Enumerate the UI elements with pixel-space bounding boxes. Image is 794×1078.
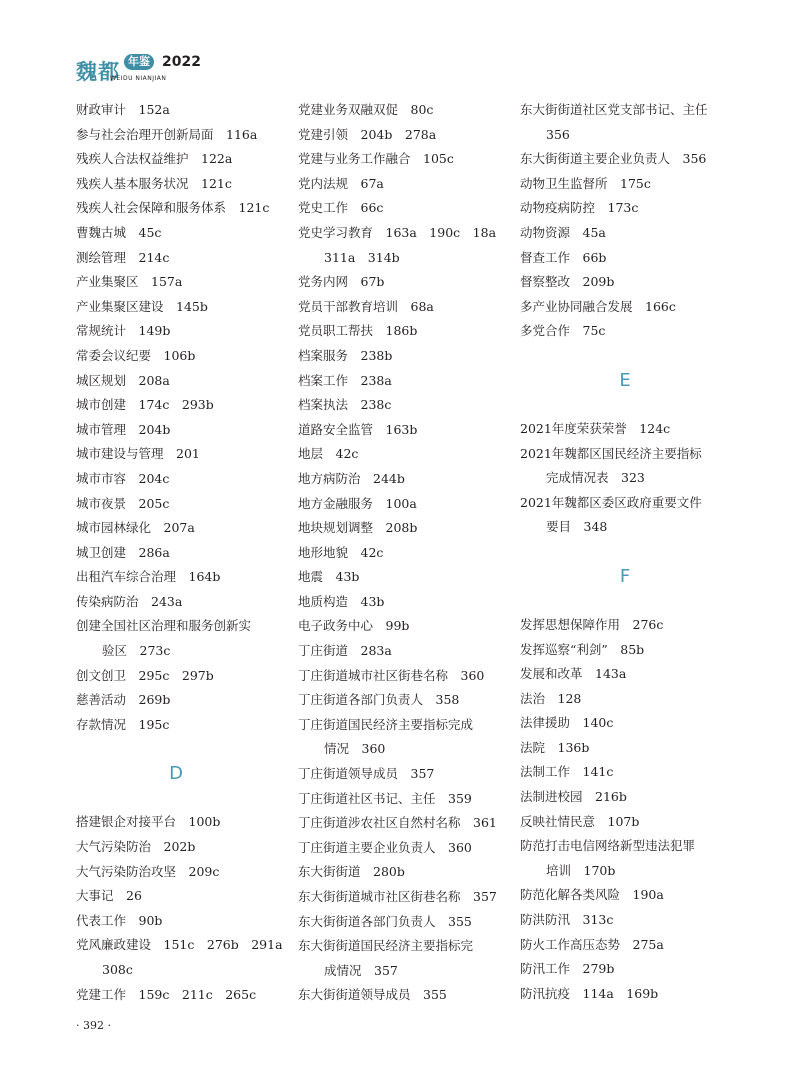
index-entry	[76, 614, 276, 663]
index-entry	[298, 860, 508, 885]
index-entry	[76, 467, 276, 492]
index-entry	[76, 123, 276, 148]
index-entry	[520, 883, 730, 908]
index-section-letter: E	[619, 369, 631, 391]
index-entry	[520, 760, 730, 785]
index-entry	[76, 492, 276, 517]
index-entry-continuation: 要目 348	[546, 519, 608, 535]
index-entry-text: 出租汽车综合治理 164b	[76, 569, 221, 585]
index-entry-text: 法治 128	[520, 690, 582, 706]
index-entry-text: 创文创卫 295c 297b	[76, 667, 214, 683]
index-entry-text: 反映社情民意 107b	[520, 813, 640, 829]
index-entry-text: 搭建银企对接平台 100b	[76, 814, 221, 830]
yearbook-logo-pinyin: WEIDU NIANJIAN	[110, 75, 167, 82]
index-entry-text: 防火工作高压态势 275a	[520, 936, 664, 952]
index-entry	[520, 982, 730, 1007]
index-entry-text: 曹魏古城 45c	[76, 224, 162, 240]
index-entry-text: 城市建设与管理 201	[76, 446, 200, 462]
index-entry-text: 丁庄街道领导成员 357	[298, 766, 435, 782]
index-entry	[298, 787, 508, 812]
index-entry	[520, 638, 730, 663]
index-entry	[76, 442, 276, 467]
index-entry	[520, 172, 730, 197]
index-entry	[76, 565, 276, 590]
index-entry	[76, 810, 276, 835]
index-entry-text: 城市管理 204b	[76, 421, 171, 437]
index-entry	[520, 834, 730, 883]
index-section-letter: F	[619, 565, 631, 587]
index-entry	[76, 516, 276, 541]
index-entry	[298, 836, 508, 861]
index-entry	[298, 295, 508, 320]
index-entry	[520, 270, 730, 295]
index-entry-text: 党史学习教育 163a 190c 18a	[298, 224, 497, 240]
index-entry-text: 残疾人社会保障和服务体系 121c	[76, 200, 270, 216]
index-entry-text: 党员职工帮扶 186b	[298, 323, 418, 339]
index-entry-text: 存款情况 195c	[76, 716, 170, 732]
index-entry	[76, 344, 276, 369]
index-entry	[298, 196, 508, 221]
index-entry	[76, 909, 276, 934]
index-entry-continuation: 验区 273c	[102, 643, 171, 659]
index-entry	[298, 319, 508, 344]
index-entry	[298, 811, 508, 836]
index-entry-text: 东大街街道社区党支部书记、主任	[520, 102, 708, 117]
index-entry	[76, 933, 283, 982]
index-entry-text: 档案执法 238c	[298, 397, 392, 413]
index-entry	[298, 614, 508, 639]
index-entry	[298, 713, 508, 762]
index-entry-text: 2021年魏都区委区政府重要文件	[520, 494, 702, 510]
index-entry	[520, 295, 730, 320]
index-entry-continuation: 311a 314b	[324, 249, 400, 265]
index-entry	[520, 957, 730, 982]
page-number: · 392 ·	[76, 1019, 111, 1032]
index-entry-text: 党务内网 67b	[298, 274, 385, 290]
index-entry-text: 城市夜景 205c	[76, 495, 170, 511]
index-entry	[520, 736, 730, 761]
index-entry-text: 丁庄街道国民经济主要指标完成	[298, 716, 474, 732]
index-entry	[76, 860, 276, 885]
index-entry-text: 东大街街道主要企业负责人 356	[520, 151, 707, 167]
index-entry	[520, 98, 730, 147]
index-entry-text: 动物疫病防控 173c	[520, 200, 639, 216]
index-entry	[520, 933, 730, 958]
index-column-3	[520, 98, 730, 1006]
index-entry-text: 道路安全监管 163b	[298, 421, 418, 437]
index-entry	[298, 344, 508, 369]
index-entry	[520, 417, 730, 442]
index-entry	[76, 418, 276, 443]
index-entry	[298, 983, 508, 1008]
index-entry-text: 法制进校园 216b	[520, 789, 627, 805]
index-entry-continuation: 成情况 357	[324, 962, 398, 978]
index-entry	[298, 369, 508, 394]
index-entry	[520, 613, 730, 638]
index-entry-text: 防洪防汛 313c	[520, 912, 614, 928]
index-entry-text: 财政审计 152a	[76, 102, 170, 117]
index-entry	[520, 319, 730, 344]
index-entry-text: 档案工作 238a	[298, 372, 392, 388]
index-entry-text: 地形地貌 42c	[298, 544, 384, 560]
index-entry-text: 东大街街道城市社区街巷名称 357	[298, 889, 497, 904]
index-entry	[298, 98, 508, 123]
index-entry-text: 地方金融服务 100a	[298, 495, 417, 511]
index-entry-text: 督查工作 66b	[520, 249, 607, 265]
index-entry-text: 常规统计 149b	[76, 323, 171, 339]
index-entry-text: 防范打击电信网络新型违法犯罪	[520, 838, 696, 854]
index-entry-text: 党建引领 204b 278a	[298, 126, 437, 142]
index-entry-text: 参与社会治理开创新局面 116a	[76, 126, 258, 142]
index-entry-continuation: 情况 360	[324, 741, 386, 757]
index-entry-text: 地震 43b	[298, 569, 360, 585]
index-entry	[76, 196, 276, 221]
index-entry	[520, 785, 730, 810]
index-entry	[76, 221, 276, 246]
index-entry-text: 慈善活动 269b	[76, 692, 171, 708]
index-entry-text: 法院 136b	[520, 739, 590, 755]
index-column-2	[298, 98, 508, 1008]
index-entry	[76, 246, 276, 271]
index-entry	[76, 983, 276, 1008]
index-entry-text: 地方病防治 244b	[298, 470, 405, 486]
index-entry-text: 测绘管理 214c	[76, 249, 170, 265]
index-entry	[298, 639, 508, 664]
index-entry-text: 多党合作 75c	[520, 323, 606, 339]
index-entry-text: 党内法规 67a	[298, 175, 384, 191]
index-entry	[76, 884, 276, 909]
index-entry-text: 残疾人基本服务状况 121c	[76, 175, 232, 191]
index-entry	[520, 196, 730, 221]
index-entry-text: 2021年度荣获荣誉 124c	[520, 420, 671, 436]
index-entry	[76, 295, 276, 320]
index-entry-text: 丁庄街道各部门负责人 358	[298, 692, 460, 708]
index-entry	[298, 688, 508, 713]
index-entry-text: 城市园林绿化 207a	[76, 520, 195, 536]
index-entry-text: 产业集聚区建设 145b	[76, 298, 208, 314]
yearbook-year: 2022	[162, 54, 201, 70]
index-entry-text: 丁庄街道城市社区街巷名称 360	[298, 667, 485, 683]
index-entry-text: 大气污染防治攻坚 209c	[76, 863, 220, 879]
index-entry-text: 多产业协同融合发展 166c	[520, 298, 676, 314]
yearbook-logo-badge: 年鉴	[124, 54, 154, 70]
index-entry	[298, 147, 508, 172]
index-entry-continuation: 356	[546, 126, 570, 142]
index-entry	[76, 270, 276, 295]
index-entry	[520, 687, 730, 712]
index-entry	[298, 172, 508, 197]
index-entry	[298, 934, 508, 983]
index-entry	[298, 565, 508, 590]
index-entry	[76, 835, 276, 860]
index-entry-text: 丁庄街道 283a	[298, 643, 392, 659]
index-entry	[298, 541, 508, 566]
index-entry	[298, 492, 508, 517]
index-entry	[76, 664, 276, 689]
index-entry	[298, 418, 508, 443]
index-entry-text: 残疾人合法权益维护 122a	[76, 151, 233, 167]
index-entry	[76, 319, 276, 344]
index-entry	[76, 713, 276, 738]
index-entry-text: 防汛抗疫 114a 169b	[520, 985, 659, 1001]
index-entry-text: 地块规划调整 208b	[298, 520, 418, 536]
index-entry-text: 东大街街道领导成员 355	[298, 987, 447, 1003]
index-entry	[520, 908, 730, 933]
index-entry-continuation: 308c	[102, 962, 133, 977]
index-entry-text: 地层 42c	[298, 446, 359, 462]
index-entry	[520, 662, 730, 687]
index-entry-text: 党建与业务工作融合 105c	[298, 151, 454, 167]
index-entry	[520, 711, 730, 736]
index-entry-text: 代表工作 90b	[76, 912, 163, 928]
index-entry-text: 党员干部教育培训 68a	[298, 298, 434, 314]
index-entry	[520, 147, 730, 172]
index-entry-text: 丁庄街道社区书记、主任 359	[298, 790, 472, 806]
index-entry-text: 党史工作 66c	[298, 200, 384, 216]
index-entry	[76, 147, 276, 172]
index-entry-text: 城卫创建 286a	[76, 544, 170, 560]
index-entry-continuation: 培训 170b	[546, 862, 616, 878]
index-entry	[298, 123, 508, 148]
index-entry-text: 东大街街道各部门负责人 355	[298, 913, 472, 929]
index-entry-text: 2021年魏都区国民经济主要指标	[520, 445, 702, 461]
index-entry-text: 城市市容 204c	[76, 470, 170, 486]
page-header	[76, 46, 276, 90]
index-entry-text: 产业集聚区 157a	[76, 274, 183, 290]
index-entry	[298, 885, 508, 910]
index-entry-text: 防汛工作 279b	[520, 961, 615, 977]
index-entry	[520, 246, 730, 271]
index-entry	[298, 664, 508, 689]
index-entry	[76, 541, 276, 566]
index-entry-text: 发挥巡察“利剑” 85b	[520, 641, 645, 657]
index-entry	[76, 688, 276, 713]
index-entry-text: 城区规划 208a	[76, 372, 170, 388]
index-column-1	[76, 98, 283, 1007]
index-entry	[76, 590, 276, 615]
index-entry-text: 党建业务双融双促 80c	[298, 102, 434, 117]
index-entry-text: 城市创建 174c 293b	[76, 397, 214, 413]
index-entry-text: 法制工作 141c	[520, 764, 614, 780]
index-entry-text: 大事记 26	[76, 888, 142, 904]
index-entry-text: 动物卫生监督所 175c	[520, 175, 651, 191]
index-entry-text: 地质构造 43b	[298, 593, 385, 609]
index-entry-text: 防范化解各类风险 190a	[520, 887, 664, 903]
index-entry	[298, 393, 508, 418]
index-entry	[520, 810, 730, 835]
index-entry	[298, 516, 508, 541]
index-entry-continuation: 完成情况表 323	[546, 470, 645, 486]
index-entry	[520, 221, 730, 246]
index-entry-text: 创建全国社区治理和服务创新实	[76, 618, 252, 634]
index-entry-text: 党建工作 159c 211c 265c	[76, 986, 257, 1002]
index-entry	[520, 442, 730, 491]
index-entry-text: 大气污染防治 202b	[76, 839, 196, 855]
index-entry	[298, 910, 508, 935]
index-entry-text: 党风廉政建设 151c 276b 291a	[76, 937, 283, 953]
index-entry-text: 东大街街道 280b	[298, 864, 405, 880]
index-entry-text: 发展和改革 143a	[520, 666, 627, 682]
index-entry-text: 电子政务中心 99b	[298, 618, 410, 634]
index-entry-text: 东大街街道国民经济主要指标完	[298, 938, 474, 954]
index-entry-text: 法律援助 140c	[520, 715, 614, 731]
yearbook-logo-title: 魏都	[76, 60, 120, 84]
index-entry	[76, 393, 276, 418]
index-entry	[298, 270, 508, 295]
index-section-letter: D	[169, 763, 183, 785]
index-entry-text: 动物资源 45a	[520, 224, 606, 240]
index-entry-text: 丁庄街道主要企业负责人 360	[298, 839, 472, 855]
index-entry	[76, 369, 276, 394]
index-entry-text: 督察整改 209b	[520, 274, 615, 290]
index-entry	[298, 590, 508, 615]
index-entry	[298, 442, 508, 467]
index-entry	[298, 762, 508, 787]
index-entry-text: 丁庄街道涉农社区自然村名称 361	[298, 815, 497, 831]
index-entry	[76, 172, 276, 197]
index-entry-text: 发挥思想保障作用 276c	[520, 616, 664, 632]
index-entry-text: 常委会议纪要 106b	[76, 347, 196, 363]
index-entry-text: 档案服务 238b	[298, 347, 393, 363]
index-entry-text: 传染病防治 243a	[76, 593, 183, 609]
index-entry	[298, 467, 508, 492]
index-entry	[520, 491, 730, 540]
index-entry	[76, 98, 276, 123]
index-entry	[298, 221, 508, 270]
